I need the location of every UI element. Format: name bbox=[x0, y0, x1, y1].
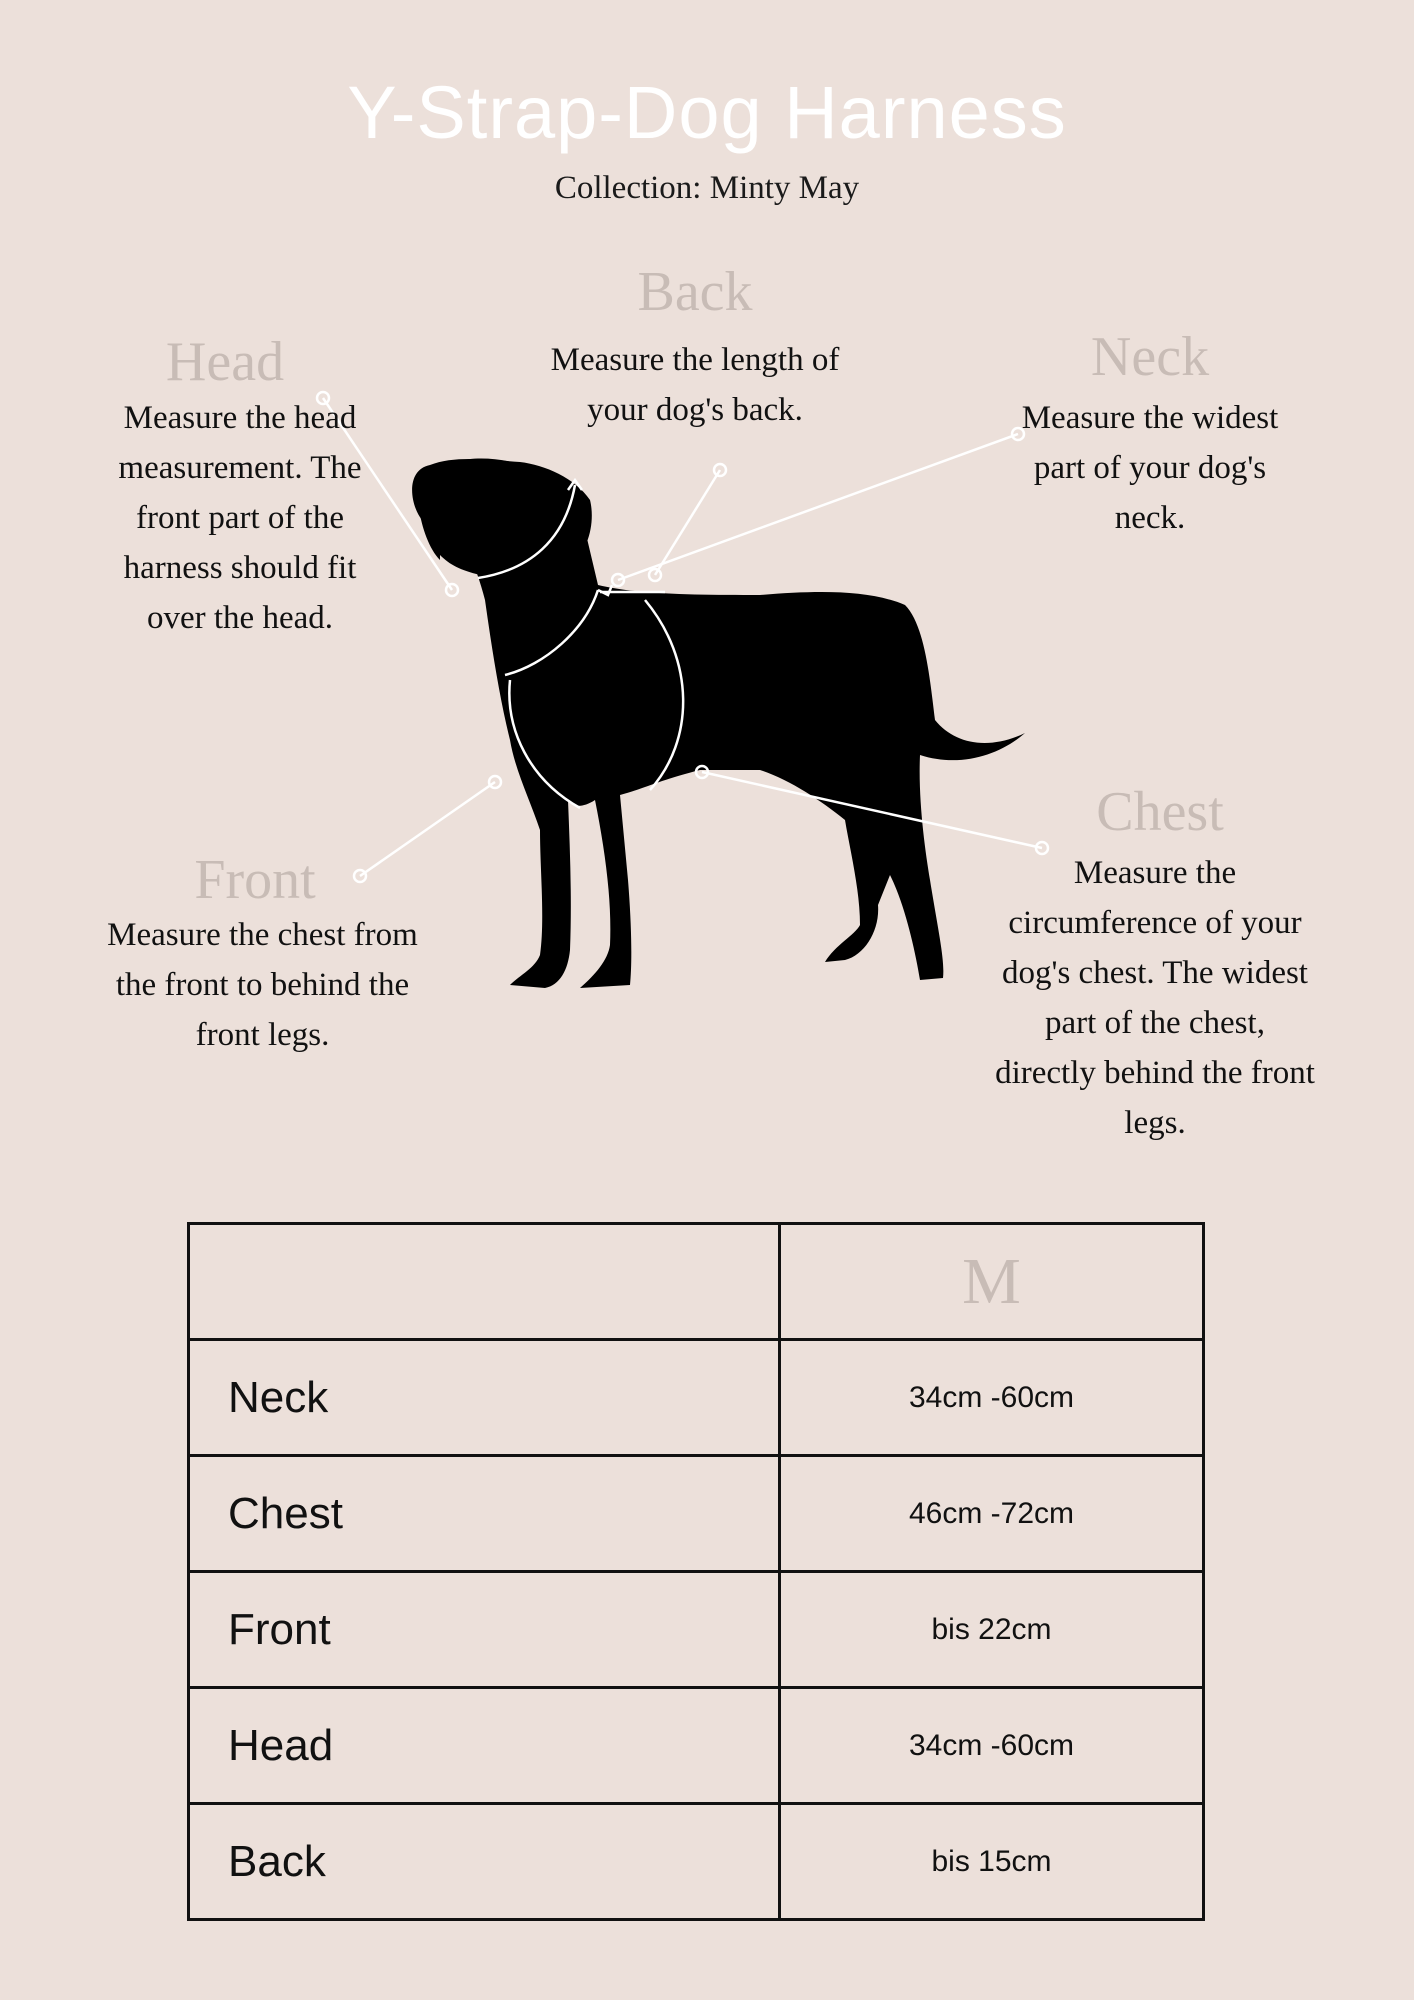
desc-back: Measure the length of your dog's back. bbox=[550, 342, 840, 428]
row-value: 34cm -60cm bbox=[780, 1688, 1204, 1804]
table-row bbox=[189, 1572, 1204, 1688]
page-subtitle: Collection: Minty May bbox=[554, 170, 860, 206]
row-name: Back bbox=[189, 1804, 780, 1920]
label-head: Head bbox=[165, 331, 285, 393]
row-name: Chest bbox=[189, 1456, 780, 1572]
label-back: Back bbox=[637, 261, 753, 323]
row-value: bis 22cm bbox=[780, 1572, 1204, 1688]
page-title: Y-Strap-Dog Harness bbox=[347, 71, 1067, 154]
desc-front: Measure the chest from the front to behind the front legs. bbox=[107, 917, 418, 1053]
row-value: 34cm -60cm bbox=[780, 1340, 1204, 1456]
desc-head: Measure the head measurement. The front part of the harness should fit over the head. bbox=[118, 400, 362, 636]
size-header: M bbox=[780, 1224, 1204, 1340]
desc-neck: Measure the widest part of your dog's neck. bbox=[1021, 400, 1279, 536]
header-empty-cell bbox=[189, 1224, 780, 1340]
table-row bbox=[189, 1340, 1204, 1456]
label-front: Front bbox=[194, 849, 316, 911]
table-row bbox=[189, 1456, 1204, 1572]
row-name: Head bbox=[189, 1688, 780, 1804]
row-value: 46cm -72cm bbox=[780, 1456, 1204, 1572]
row-name: Front bbox=[189, 1572, 780, 1688]
table-row bbox=[189, 1804, 1204, 1920]
label-neck: Neck bbox=[1090, 326, 1210, 388]
size-table bbox=[187, 1222, 1205, 1921]
label-chest: Chest bbox=[1096, 781, 1224, 843]
row-value: bis 15cm bbox=[780, 1804, 1204, 1920]
table-row bbox=[189, 1688, 1204, 1804]
row-name: Neck bbox=[189, 1340, 780, 1456]
table-header-row bbox=[189, 1224, 1204, 1340]
desc-chest: Measure the circumference of your dog's chest. The widest part of the chest, directly behind the front legs. bbox=[995, 855, 1315, 1141]
